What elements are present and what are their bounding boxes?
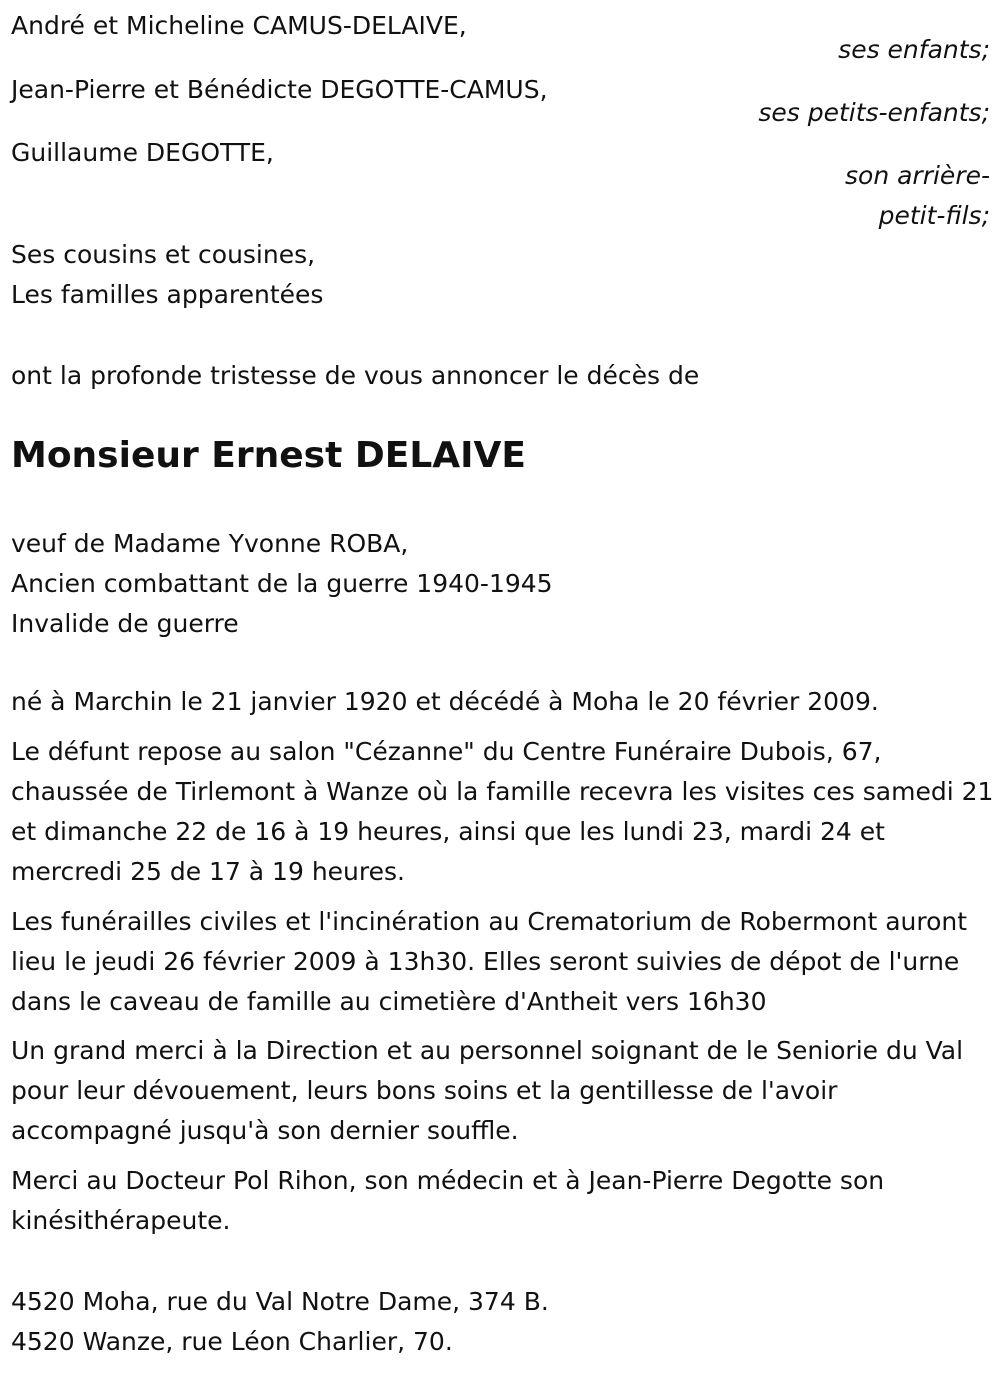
- deceased-detail-3: Invalide de guerre: [11, 609, 239, 638]
- family-role-1: ses enfants;: [838, 35, 990, 64]
- families-line: Les familles apparentées: [11, 280, 324, 309]
- address-line-1: 4520 Moha, rue du Val Notre Dame, 374 B.: [11, 1287, 549, 1316]
- deceased-detail-2: Ancien combattant de la guerre 1940-1945: [11, 569, 553, 598]
- family-name-line-3: Guillaume DEGOTTE,: [11, 138, 274, 167]
- funeral-paragraph: Les funérailles civiles et l'incinération au Crematorium de Robermont auront lieu le jeudi 26 février 2009 à 13h30. Elles seront suivies de dépot de l'urne dans le caveau de famille au cimetière d'Antheit vers 16h30: [11, 907, 968, 1016]
- doctor-thanks-paragraph: Merci au Docteur Pol Rihon, son médecin et à Jean-Pierre Degotte son kinésithérapeute.: [11, 1166, 885, 1235]
- visitation-paragraph: Le défunt repose au salon "Cézanne" du Centre Funéraire Dubois, 67, chaussée de Tirlemont à Wanze où la famille recevra les visites ces samedi 21 et dimanche 22 de 16 à 19 heures, ainsi que les lundi 23, mardi 24 et mercredi 25 de 17 à 19 heures.: [11, 737, 994, 886]
- family-role-3b: petit-fils;: [878, 201, 990, 230]
- deceased-detail-1: veuf de Madame Yvonne ROBA,: [11, 529, 409, 558]
- announcement-text: ont la profonde tristesse de vous annoncer le décès de: [11, 361, 700, 390]
- cousins-line: Ses cousins et cousines,: [11, 240, 316, 269]
- family-role-3a: son arrière-: [845, 161, 990, 190]
- deceased-name: Monsieur Ernest DELAIVE: [11, 435, 526, 476]
- address-line-2: 4520 Wanze, rue Léon Charlier, 70.: [11, 1327, 453, 1356]
- thanks-paragraph: Un grand merci à la Direction et au personnel soignant de le Seniorie du Val pour leur dévouement, leurs bons soins et la gentillesse de l'avoir accompagné jusqu'à son dernier souffle.: [11, 1036, 964, 1145]
- family-name-line-1: André et Micheline CAMUS-DELAIVE,: [11, 11, 467, 40]
- family-role-2: ses petits-enfants;: [758, 98, 990, 127]
- birth-death-paragraph: né à Marchin le 21 janvier 1920 et décédé à Moha le 20 février 2009.: [11, 687, 879, 716]
- family-name-line-2: Jean-Pierre et Bénédicte DEGOTTE-CAMUS,: [11, 75, 548, 104]
